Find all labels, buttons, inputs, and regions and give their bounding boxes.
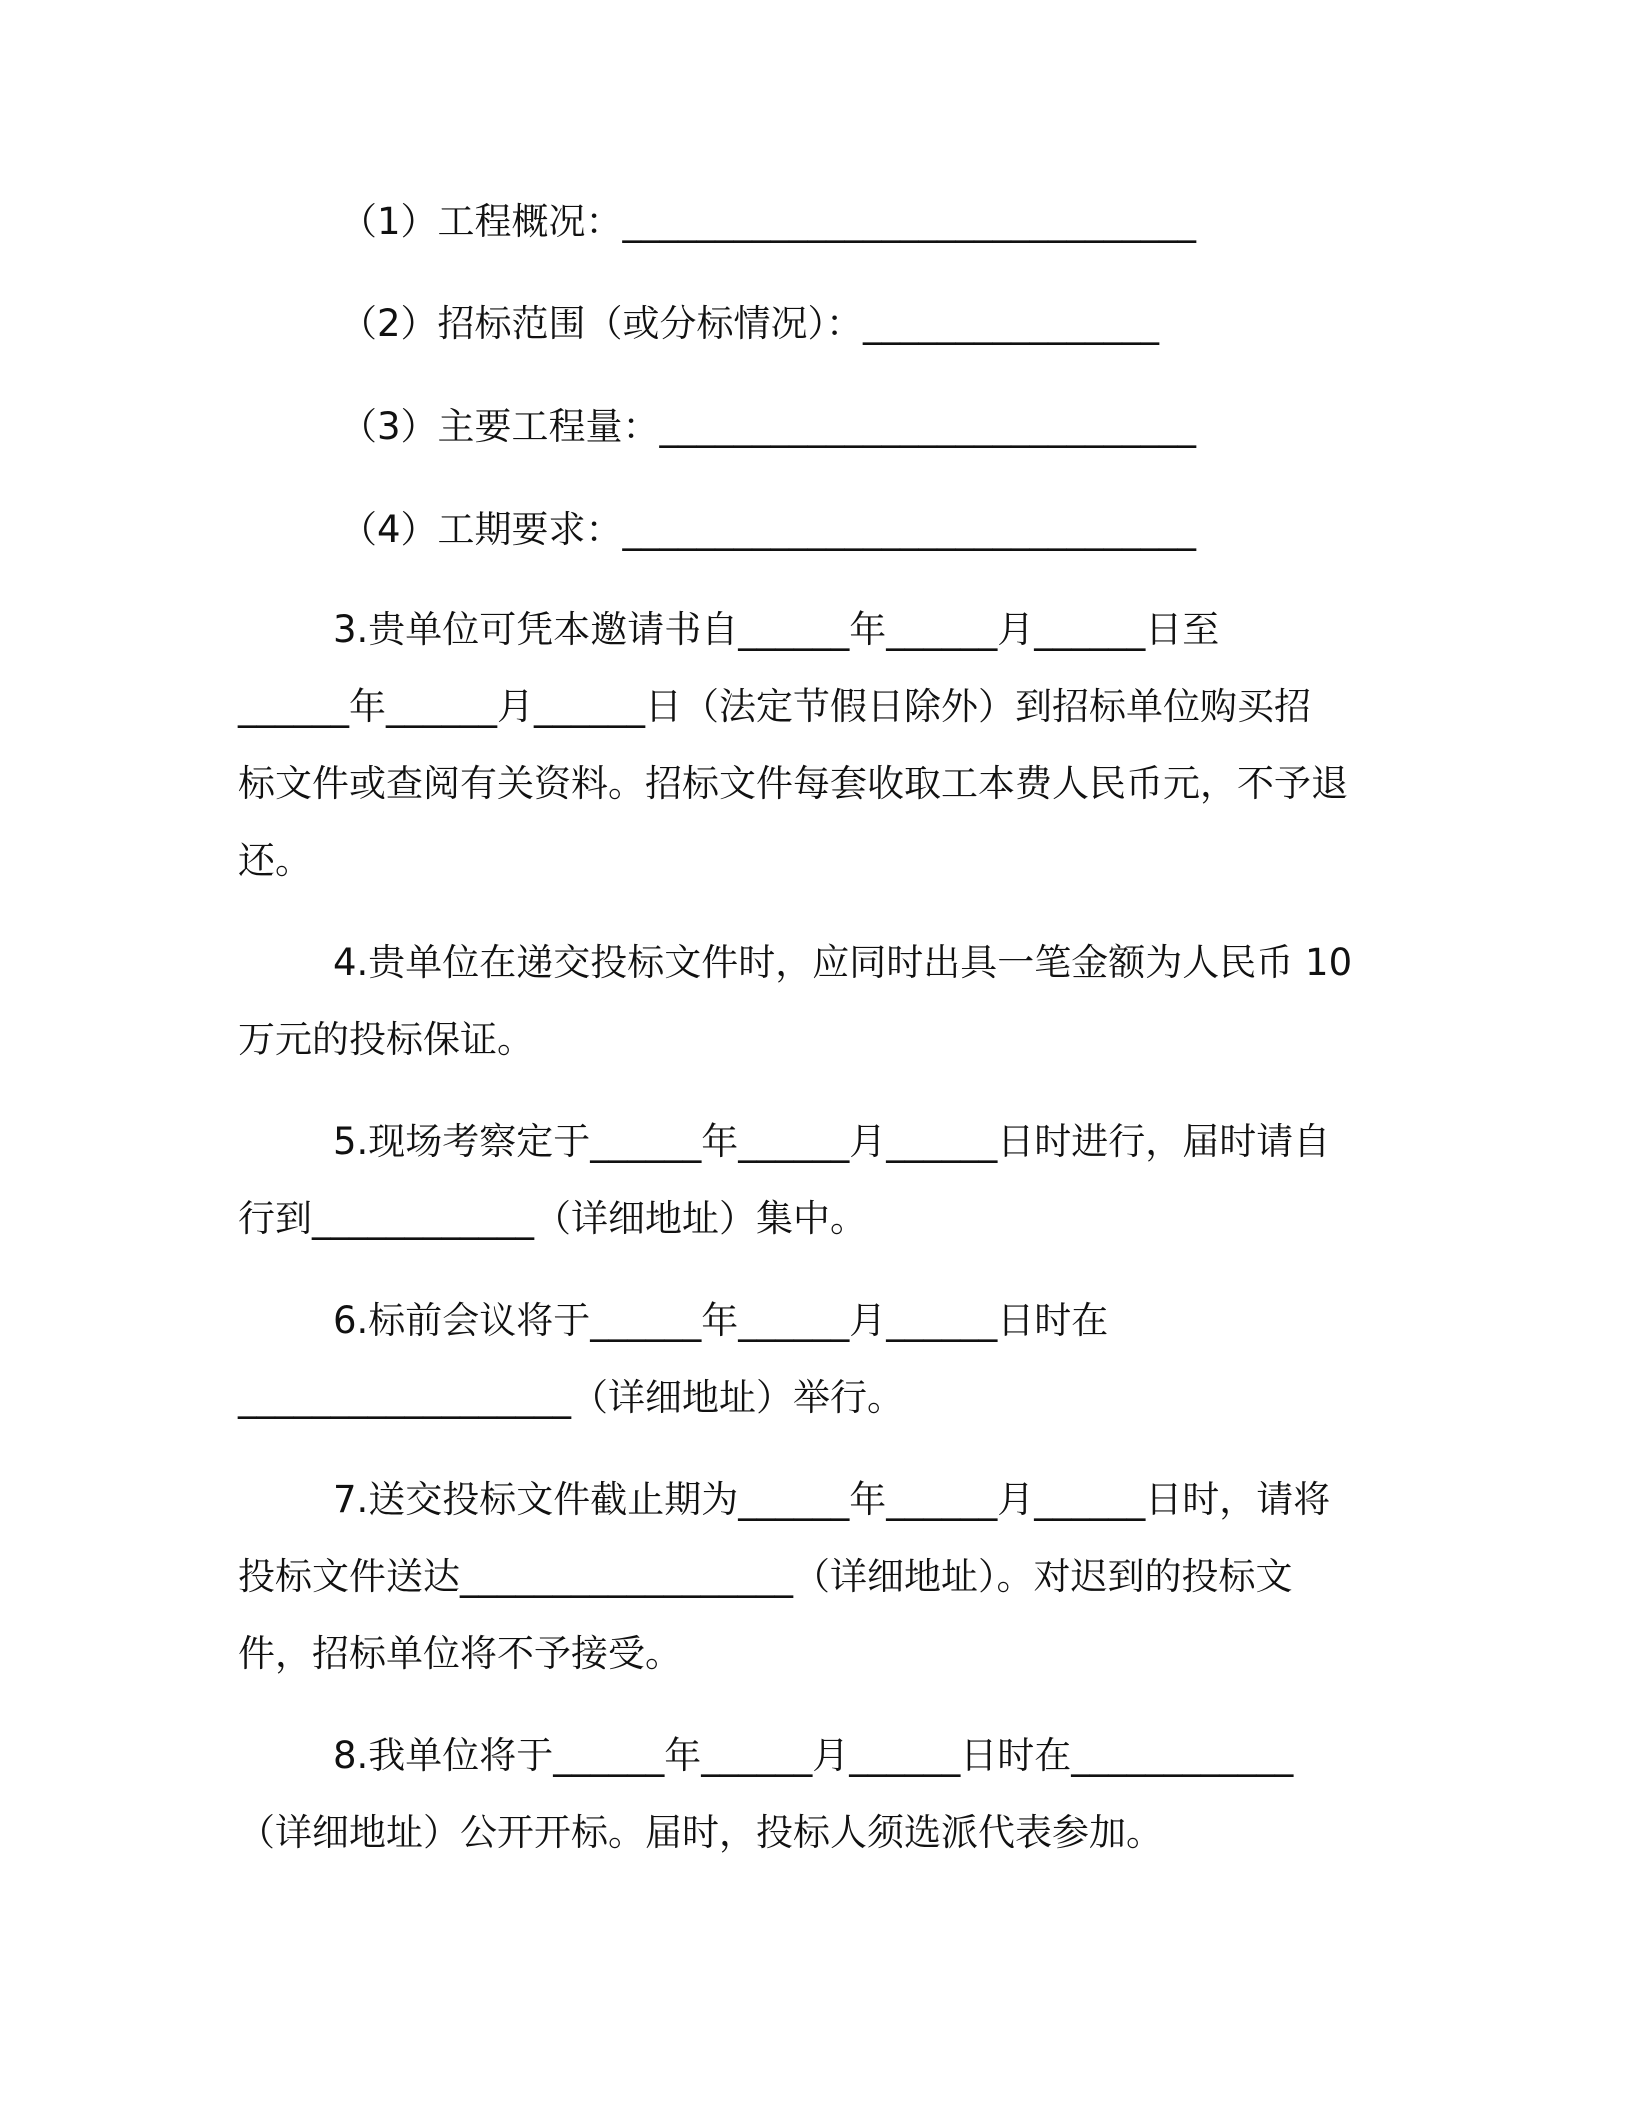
paragraph-7-line-2: 投标文件送达__________________（详细地址）。对迟到的投标文 <box>238 1555 1293 1598</box>
paragraph-4-line-2: 万元的投标保证。 <box>238 1018 534 1061</box>
paragraph-5-line-1: 5.现场考察定于______年______月______日时进行，届时请自 <box>333 1120 1331 1163</box>
paragraph-5-line-2: 行到____________（详细地址）集中。 <box>238 1197 867 1240</box>
paragraph-3-line-3: 标文件或查阅有关资料。招标文件每套收取工本费人民币元，不予退 <box>238 762 1348 805</box>
paragraph-7-line-1: 7.送交投标文件截止期为______年______月______日时，请将 <box>333 1478 1331 1521</box>
item-main-quantities: （3）主要工程量：_____________________________ <box>340 405 1197 448</box>
paragraph-3-line-2: ______年______月______日（法定节假日除外）到招标单位购买招 <box>238 685 1311 728</box>
paragraph-8-line-2: （详细地址）公开开标。届时，投标人须选派代表参加。 <box>238 1811 1163 1854</box>
paragraph-4-line-1: 4.贵单位在递交投标文件时，应同时出具一笔金额为人民币 10 <box>333 941 1353 984</box>
item-project-overview: （1）工程概况：_______________________________ <box>340 200 1197 243</box>
paragraph-3-line-1: 3.贵单位可凭本邀请书自______年______月______日至 <box>333 608 1220 651</box>
paragraph-7-line-3: 件，招标单位将不予接受。 <box>238 1632 682 1675</box>
paragraph-6-line-1: 6.标前会议将于______年______月______日时在 <box>333 1299 1109 1342</box>
paragraph-8-line-1: 8.我单位将于______年______月______日时在____________ <box>333 1734 1294 1777</box>
paragraph-3-line-4: 还。 <box>238 839 312 882</box>
paragraph-6-line-2: __________________（详细地址）举行。 <box>238 1376 904 1419</box>
item-schedule: （4）工期要求：_______________________________ <box>340 508 1197 551</box>
item-tender-scope: （2）招标范围（或分标情况）：________________ <box>340 302 1160 345</box>
